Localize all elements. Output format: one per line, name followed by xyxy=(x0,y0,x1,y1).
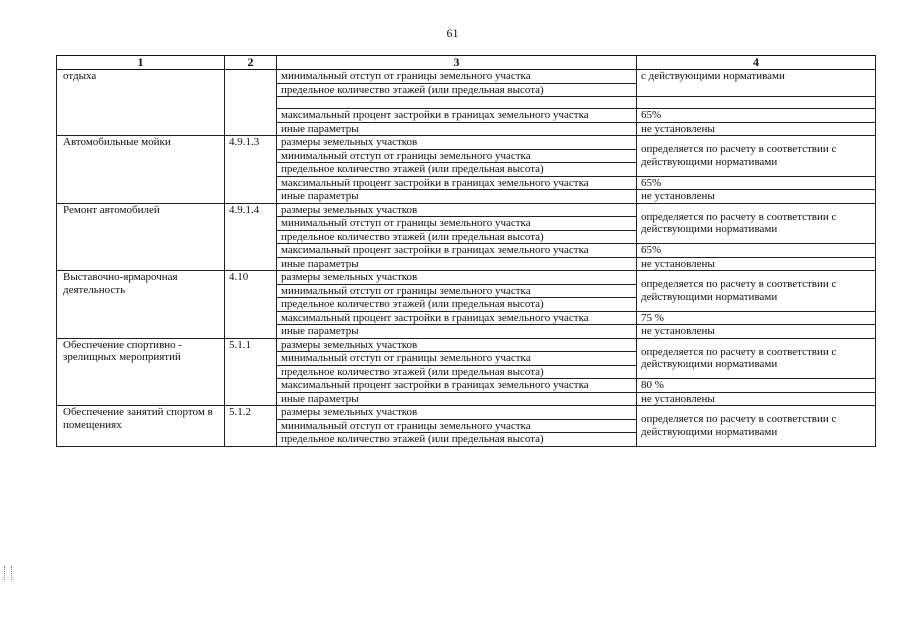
param-name: иные параметры xyxy=(277,325,637,339)
param-name: минимальный отступ от границы земельного участка xyxy=(277,217,637,231)
param-name: размеры земельных участков xyxy=(277,203,637,217)
param-name: предельное количество этажей (или предельная высота) xyxy=(277,433,637,447)
scan-edge-mark xyxy=(4,566,12,580)
page-number: 61 xyxy=(446,26,459,40)
use-type-name: отдыха xyxy=(57,70,225,136)
param-name: минимальный отступ от границы земельного участка xyxy=(277,352,637,366)
param-value-other: не установлены xyxy=(637,325,876,339)
param-value-percent: 80 % xyxy=(637,379,876,393)
param-name: размеры земельных участков xyxy=(277,271,637,285)
use-type-code: 5.1.1 xyxy=(225,338,277,406)
param-name: иные параметры xyxy=(277,392,637,406)
param-name: минимальный отступ от границы земельного участка xyxy=(277,284,637,298)
header-col-1: 1 xyxy=(57,56,225,70)
param-value: с действующими нормативами xyxy=(637,70,876,97)
param-name xyxy=(277,97,637,109)
use-type-name: Обеспечение занятий спортом в помещениях xyxy=(57,406,225,447)
param-name: максимальный процент застройки в границах земельного участка xyxy=(277,109,637,123)
param-value: определяется по расчету в соответствии с действующими нормативами xyxy=(637,203,876,244)
use-type-code: 5.1.2 xyxy=(225,406,277,447)
regulations-table xyxy=(56,55,876,447)
param-name: иные параметры xyxy=(277,190,637,204)
param-name: предельное количество этажей (или предельная высота) xyxy=(277,230,637,244)
param-value-percent: 65% xyxy=(637,109,876,123)
use-type-name: Выставочно-ярмарочная деятельность xyxy=(57,271,225,339)
header-col-4: 4 xyxy=(637,56,876,70)
param-value: определяется по расчету в соответствии с действующими нормативами xyxy=(637,136,876,177)
header-col-3: 3 xyxy=(277,56,637,70)
param-name: максимальный процент застройки в границах земельного участка xyxy=(277,379,637,393)
param-name: максимальный процент застройки в границах земельного участка xyxy=(277,176,637,190)
param-name: минимальный отступ от границы земельного участка xyxy=(277,70,637,84)
use-type-code: 4.9.1.3 xyxy=(225,136,277,204)
param-name: минимальный отступ от границы земельного участка xyxy=(277,149,637,163)
table-row xyxy=(57,203,876,217)
header-col-2: 2 xyxy=(225,56,277,70)
param-name: размеры земельных участков xyxy=(277,338,637,352)
param-name: иные параметры xyxy=(277,257,637,271)
use-type-name: Ремонт автомобилей xyxy=(57,203,225,271)
use-type-code: 4.10 xyxy=(225,271,277,339)
param-name: предельное количество этажей (или предельная высота) xyxy=(277,83,637,97)
param-value-other: не установлены xyxy=(637,392,876,406)
param-value-other: не установлены xyxy=(637,122,876,136)
param-name: минимальный отступ от границы земельного участка xyxy=(277,419,637,433)
use-type-name: Автомобильные мойки xyxy=(57,136,225,204)
param-name: предельное количество этажей (или предельная высота) xyxy=(277,163,637,177)
param-value-other: не установлены xyxy=(637,190,876,204)
table-row xyxy=(57,136,876,150)
param-name: предельное количество этажей (или предельная высота) xyxy=(277,365,637,379)
param-name: максимальный процент застройки в границах земельного участка xyxy=(277,244,637,258)
param-name: максимальный процент застройки в границах земельного участка xyxy=(277,311,637,325)
param-name: размеры земельных участков xyxy=(277,136,637,150)
table-header-row xyxy=(57,56,876,70)
param-value-empty xyxy=(637,97,876,109)
table-row xyxy=(57,338,876,352)
param-name: размеры земельных участков xyxy=(277,406,637,420)
param-name: иные параметры xyxy=(277,122,637,136)
use-type-code: 4.9.1.4 xyxy=(225,203,277,271)
param-value-percent: 65% xyxy=(637,244,876,258)
table-row xyxy=(57,406,876,420)
param-value-percent: 65% xyxy=(637,176,876,190)
table-row xyxy=(57,70,876,84)
param-value-other: не установлены xyxy=(637,257,876,271)
table-row xyxy=(57,271,876,285)
use-type-code xyxy=(225,70,277,136)
param-value: определяется по расчету в соответствии с действующими нормативами xyxy=(637,271,876,312)
param-name: предельное количество этажей (или предельная высота) xyxy=(277,298,637,312)
param-value-percent: 75 % xyxy=(637,311,876,325)
param-value: определяется по расчету в соответствии с действующими нормативами xyxy=(637,338,876,379)
use-type-name: Обеспечение спортивно - зрелищных мероприятий xyxy=(57,338,225,406)
param-value: определяется по расчету в соответствии с действующими нормативами xyxy=(637,406,876,447)
